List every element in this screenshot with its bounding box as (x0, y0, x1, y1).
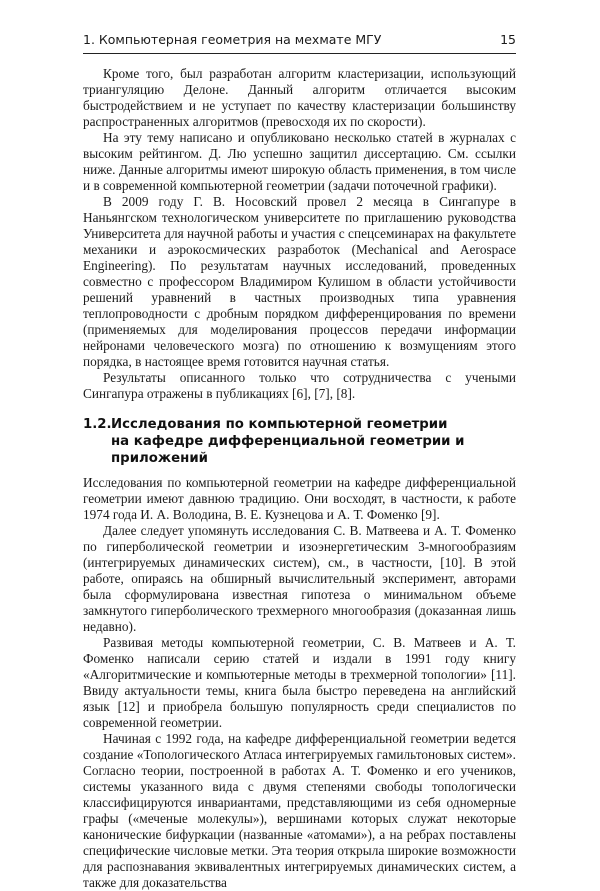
chapter-title: 1. Компьютерная геометрия на мехмате МГУ (83, 32, 382, 47)
paragraph: Развивая методы компьютерной геометрии, С. В. Матвеев и А. Т. Фоменко написали серию статей и издали в 1991 году книгу «Алгоритмические и компьютерные методы в трехмерной топологии» [11]. Ввиду актуальности темы, книга была быстро переведена на английский язык [12] и приобрела большую популярность среди специалистов по современной геометрии. (83, 635, 516, 730)
section-number: 1.2. (83, 417, 112, 432)
paragraph: В 2009 году Г. В. Носовский провел 2 месяца в Сингапуре в Наньянгском технологическом университете по приглашению руководства Университета для научной работы и участия с спецсеминарах на факультете механики и аэрокосмических разработок (Mechanical and Aerospace Engineering). По результатам научных исследований, проведенных совместно с профессором Владимиром Кулишом в области устойчивости решений уравнений в частных производных типа уравнения теплопроводности с дробным порядком дифференцирования по времени (применяемых для моделирования процессов передачи информации нейронами человеческого мозга) по отношению к возмущениям этого порядка, в настоящее время готовится научная статья. (83, 194, 516, 369)
page-number: 15 (500, 32, 516, 47)
header-rule (83, 53, 516, 54)
paragraph: На эту тему написано и опубликовано несколько статей в журналах с высоким рейтингом. Д. Лю успешно защитил диссертацию. См. ссылки ниже. Данные алгоритмы имеют широкую область применения, в том числе и в современной компьютерной геометрии (задачи поточечной графики). (83, 130, 516, 193)
section-heading (83, 416, 516, 467)
paragraph: Результаты описанного только что сотрудничества с учеными Сингапура отражены в публикациях [6], [7], [8]. (83, 370, 516, 401)
paragraph: Начиная с 1992 года, на кафедре дифференциальной геометрии ведется создание «Топологического Атласа интегрируемых гамильтоновых систем». Согласно теории, построенной в работах А. Т. Фоменко и его учеников, системы указанного вида с двумя степенями свободы топологически классифицируются инвариантами, представляющими из себя одномерные графы («меченые молекулы»), вершинами которых служат некоторые канонические бифуркации (названные «атомами»), а на ребрах поставлены специфические числовые метки. Эта теория открыла широкие возможности для распознавания эквивалентных интегрируемых динамических систем, а также для доказательства (83, 731, 516, 890)
paragraph: Исследования по компьютерной геометрии на кафедре дифференциальной геометрии имеют давнюю традицию. Они восходят, в частности, к работе 1974 года И. А. Володина, В. Е. Кузнецова и А. Т. Фоменко [9]. (83, 475, 516, 522)
running-header (83, 32, 516, 52)
page-body (83, 66, 516, 891)
section-title-line2: на кафедре дифференциальной геометрии и приложений (111, 434, 465, 466)
paragraph: Кроме того, был разработан алгоритм кластеризации, использующий триангуляцию Делоне. Данный алгоритм отличается высоким быстродействием и не уступает по качеству кластеризации большинству распространенных алгоритмов (превосходя их по скорости). (83, 66, 516, 129)
paragraph: Далее следует упомянуть исследования С. В. Матвеева и А. Т. Фоменко по гиперболической геометрии и изоэнергетическим 3-многообразиям (интегрируемых динамических систем), см., в частности, [10]. В этой работе, опираясь на обширный вычислительный эксперимент, авторами была сформулирована известная гипотеза о минимальном объеме замкнутого гиперболического трехмерного многообразия (доказанная лишь недавно). (83, 523, 516, 634)
section-title-line1: Исследования по компьютерной геометрии (111, 417, 448, 432)
